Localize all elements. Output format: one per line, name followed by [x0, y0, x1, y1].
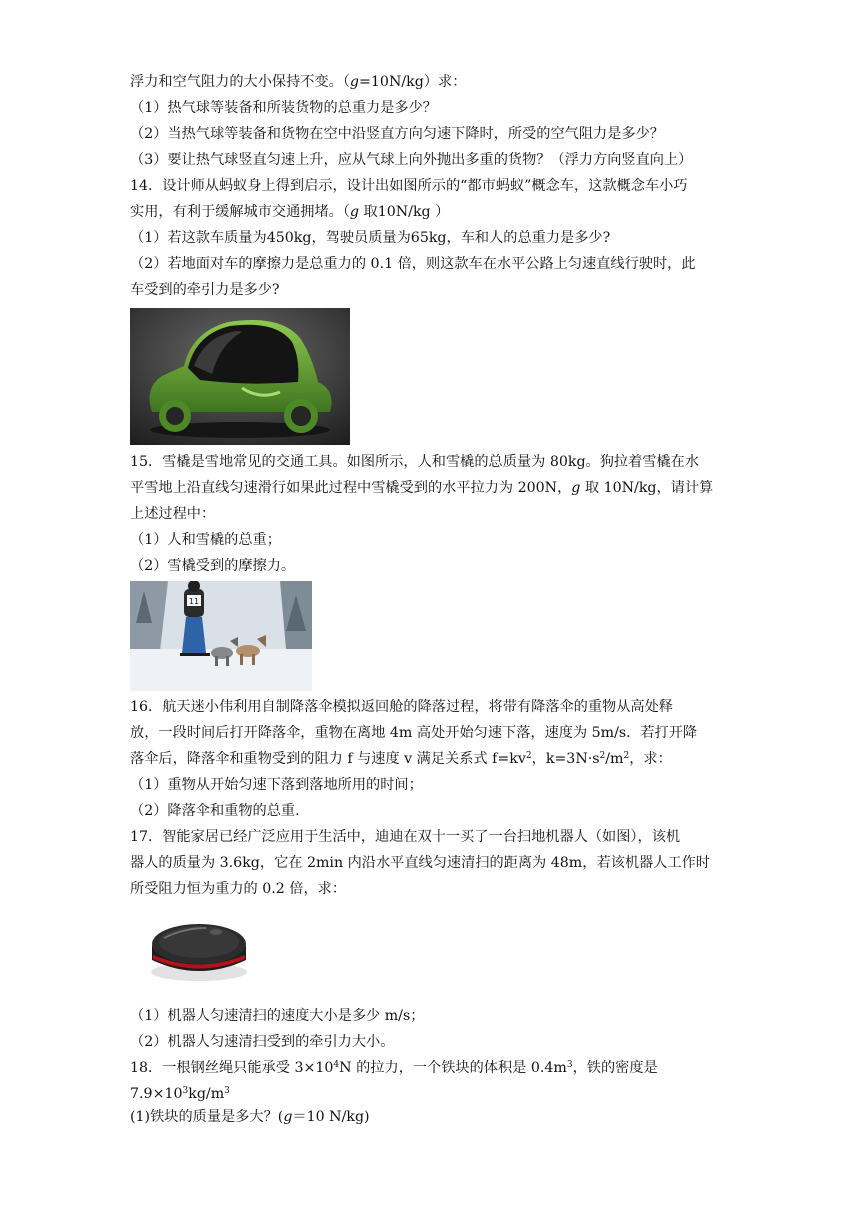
p15-line-3: 上述过程中：: [130, 506, 216, 522]
p14-line-1: 14．设计师从蚂蚁身上得到启示，设计出如图所示的“都市蚂蚁”概念车，这款概念车小巧: [130, 178, 688, 194]
bib-number: 11: [188, 597, 200, 606]
p16-question-1: （1）重物从开始匀速下落到落地所用的时间；: [130, 777, 423, 793]
p13-line-1: 浮力和空气阻力的大小保持不变。（g=10N/kg）求：: [130, 74, 467, 90]
p16-line-2: 放，一段时间后打开降落伞，重物在离地 4m 高处开始匀速下落，速度为 5m/s．若打开降: [130, 725, 698, 741]
p16-line-1: 16．航天迷小伟利用自制降落伞模拟返回舱的降落过程，将带有降落伞的重物从高处释: [130, 699, 673, 715]
p15-question-1: （1）人和雪橇的总重；: [130, 532, 281, 548]
dog-sled-photo: [130, 581, 312, 691]
p15-line-2: 平雪地上沿直线匀速滑行如果此过程中雪橇受到的水平拉力为 200N，g 取 10N/kg，请计算: [130, 480, 714, 496]
ant-car-photo: [130, 308, 350, 445]
p13-question-3: （3）要让热气球竖直匀速上升，应从气球上向外抛出多重的货物？（浮力方向竖直向上）: [130, 152, 693, 168]
p14-line-2: 实用，有利于缓解城市交通拥堵。（g 取10N/kg ）: [130, 204, 450, 220]
p18-line-2: $7.9\times 10^3kg/m^3$: [130, 1086, 230, 1102]
robot-vacuum-photo: [144, 910, 254, 985]
p13-question-1: （1）热气球等装备和所装货物的总重力是多少？: [130, 100, 437, 116]
p17-question-1: （1）机器人匀速清扫的速度大小是多少 m/s；: [130, 1008, 425, 1024]
p17-line-2: 器人的质量为 3.6kg，它在 2min 内沿水平直线匀速清扫的距离为 48m，若该机器人工作时: [130, 855, 710, 871]
p17-line-1: 17．智能家居已经广泛应用于生活中，迪迪在双十一买了一台扫地机器人（如图），该机: [130, 829, 681, 845]
p18-line-1: 18．一根钢丝绳只能承受 $3\times 10^4N$ 的拉力，一个铁块的体积是 $0.4m^3$，铁的密度是: [130, 1060, 658, 1076]
p13-question-2: （2）当热气球等装备和货物在空中沿竖直方向匀速下降时，所受的空气阻力是多少？: [130, 126, 664, 142]
p14-question-2: （2）若地面对车的摩擦力是总重力的 0.1 倍，则这款车在水平公路上匀速直线行驶时，此: [130, 256, 696, 272]
p18-question-1: (1)铁块的质量是多大？(g＝10 N/kg): [130, 1109, 370, 1125]
p14-question-2-cont: 车受到的牵引力是多少?: [130, 282, 280, 298]
p15-question-2: （2）雪橇受到的摩擦力。: [130, 558, 296, 574]
p16-question-2: （2）降落伞和重物的总重.: [130, 803, 300, 819]
p15-line-1: 15．雪橇是雪地常见的交通工具。如图所示，人和雪橇的总质量为 80kg。狗拉着雪橇在水: [130, 454, 700, 470]
p14-question-1: （1）若这款车质量为450kg，驾驶员质量为65kg，车和人的总重力是多少?: [130, 230, 611, 246]
p17-line-3: 所受阻力恒为重力的 0.2 倍，求：: [130, 881, 347, 897]
p16-line-3: 落伞后，降落伞和重物受到的阻力 f 与速度 v 满足关系式 $f=kv^2$，$k=3N\cdot s^2/m^2$，求：: [130, 751, 672, 767]
p17-question-2: （2）机器人匀速清扫受到的牵引力大小。: [130, 1034, 395, 1050]
